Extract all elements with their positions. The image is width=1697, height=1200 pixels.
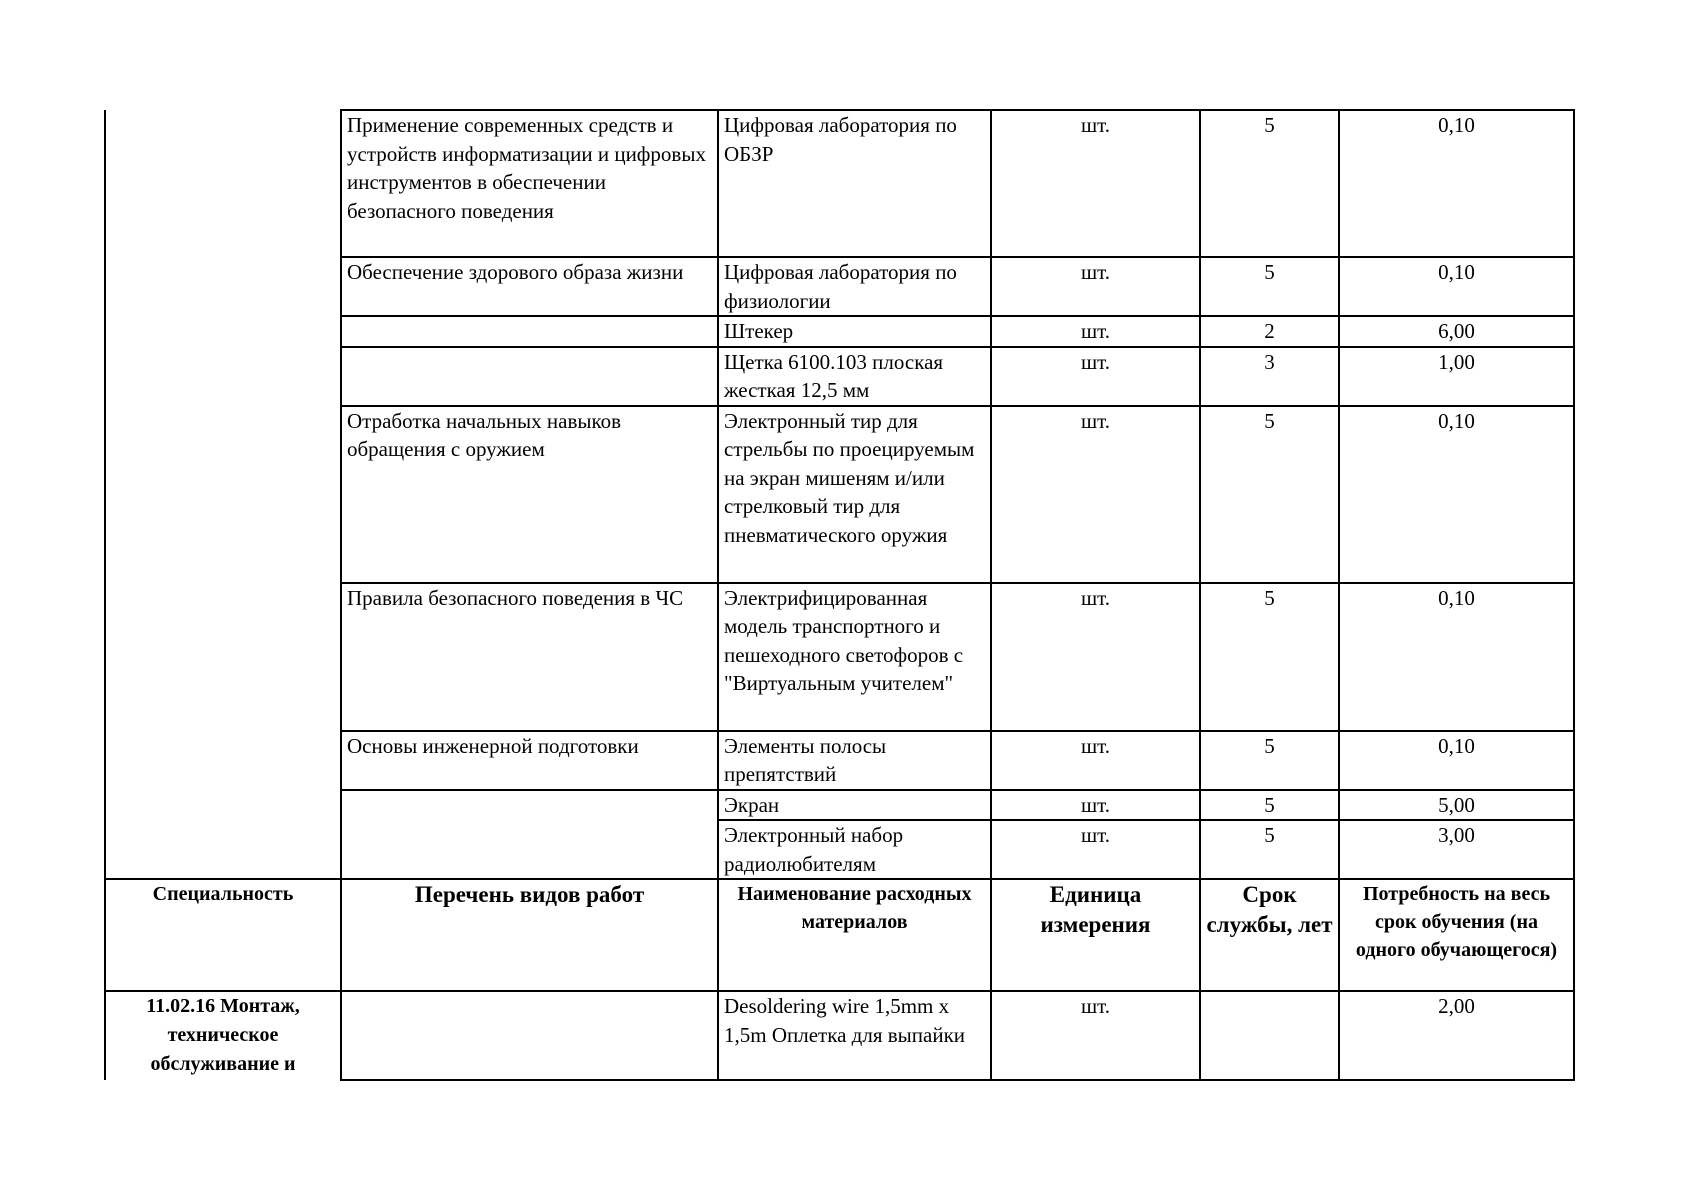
header-works: Перечень видов работ	[341, 879, 718, 991]
work-cell: Обеспечение здорового образа жизни	[341, 257, 718, 316]
unit-cell: шт.	[991, 731, 1200, 790]
unit-cell: шт.	[991, 790, 1200, 821]
material-cell: Электрифицированная модель транспортного и пешеходного светофоров с "Виртуальным учителем"	[718, 583, 991, 731]
work-cell: Основы инженерной подготовки	[341, 731, 718, 790]
term-cell: 5	[1200, 790, 1339, 821]
work-cell	[341, 316, 718, 347]
material-cell: Щетка 6100.103 плоская жесткая 12,5 мм	[718, 347, 991, 406]
specialty-cell-empty	[105, 110, 341, 879]
term-cell: 5	[1200, 583, 1339, 731]
specialty-cell: 11.02.16 Монтаж, техническое обслуживание и	[105, 991, 341, 1080]
term-cell: 2	[1200, 316, 1339, 347]
unit-cell: шт.	[991, 991, 1200, 1080]
need-cell: 0,10	[1339, 110, 1574, 257]
material-cell: Цифровая лаборатория по физиологии	[718, 257, 991, 316]
term-cell: 5	[1200, 406, 1339, 583]
need-cell: 6,00	[1339, 316, 1574, 347]
header-unit: Единица измерения	[991, 879, 1200, 991]
term-cell: 5	[1200, 731, 1339, 790]
work-cell: Правила безопасного поведения в ЧС	[341, 583, 718, 731]
unit-cell: шт.	[991, 110, 1200, 257]
unit-cell: шт.	[991, 316, 1200, 347]
material-cell: Элементы полосы препятствий	[718, 731, 991, 790]
term-cell: 5	[1200, 257, 1339, 316]
need-cell: 0,10	[1339, 406, 1574, 583]
material-cell: Электронный тир для стрельбы по проецируемым на экран мишеням и/или стрелковый тир для пневматического оружия	[718, 406, 991, 583]
need-cell: 3,00	[1339, 820, 1574, 879]
consumables-table	[104, 109, 1575, 1081]
unit-cell: шт.	[991, 820, 1200, 879]
term-cell: 5	[1200, 820, 1339, 879]
work-cell: Применение современных средств и устройств информатизации и цифровых инструментов в обеспечении безопасного поведения	[341, 110, 718, 257]
work-cell	[341, 790, 718, 880]
need-cell: 1,00	[1339, 347, 1574, 406]
header-specialty: Специальность	[105, 879, 341, 991]
term-cell: 3	[1200, 347, 1339, 406]
work-cell	[341, 991, 718, 1080]
material-cell: Электронный набор радиолюбителям	[718, 820, 991, 879]
table-row	[105, 110, 1574, 257]
table-row	[105, 991, 1574, 1080]
work-cell	[341, 347, 718, 406]
unit-cell: шт.	[991, 347, 1200, 406]
unit-cell: шт.	[991, 583, 1200, 731]
need-cell: 0,10	[1339, 731, 1574, 790]
need-cell: 0,10	[1339, 583, 1574, 731]
need-cell: 2,00	[1339, 991, 1574, 1080]
material-cell: Экран	[718, 790, 991, 821]
term-cell	[1200, 991, 1339, 1080]
header-term: Срок службы, лет	[1200, 879, 1339, 991]
unit-cell: шт.	[991, 406, 1200, 583]
unit-cell: шт.	[991, 257, 1200, 316]
table-header-row	[105, 879, 1574, 991]
need-cell: 5,00	[1339, 790, 1574, 821]
material-cell: Цифровая лаборатория по ОБЗР	[718, 110, 991, 257]
material-cell: Штекер	[718, 316, 991, 347]
header-need: Потребность на весь срок обучения (на одного обучающегося)	[1339, 879, 1574, 991]
work-cell: Отработка начальных навыков обращения с оружием	[341, 406, 718, 583]
need-cell: 0,10	[1339, 257, 1574, 316]
term-cell: 5	[1200, 110, 1339, 257]
material-cell: Desoldering wire 1,5mm x 1,5m Оплетка для выпайки	[718, 991, 991, 1080]
header-material: Наименование расходных материалов	[718, 879, 991, 991]
